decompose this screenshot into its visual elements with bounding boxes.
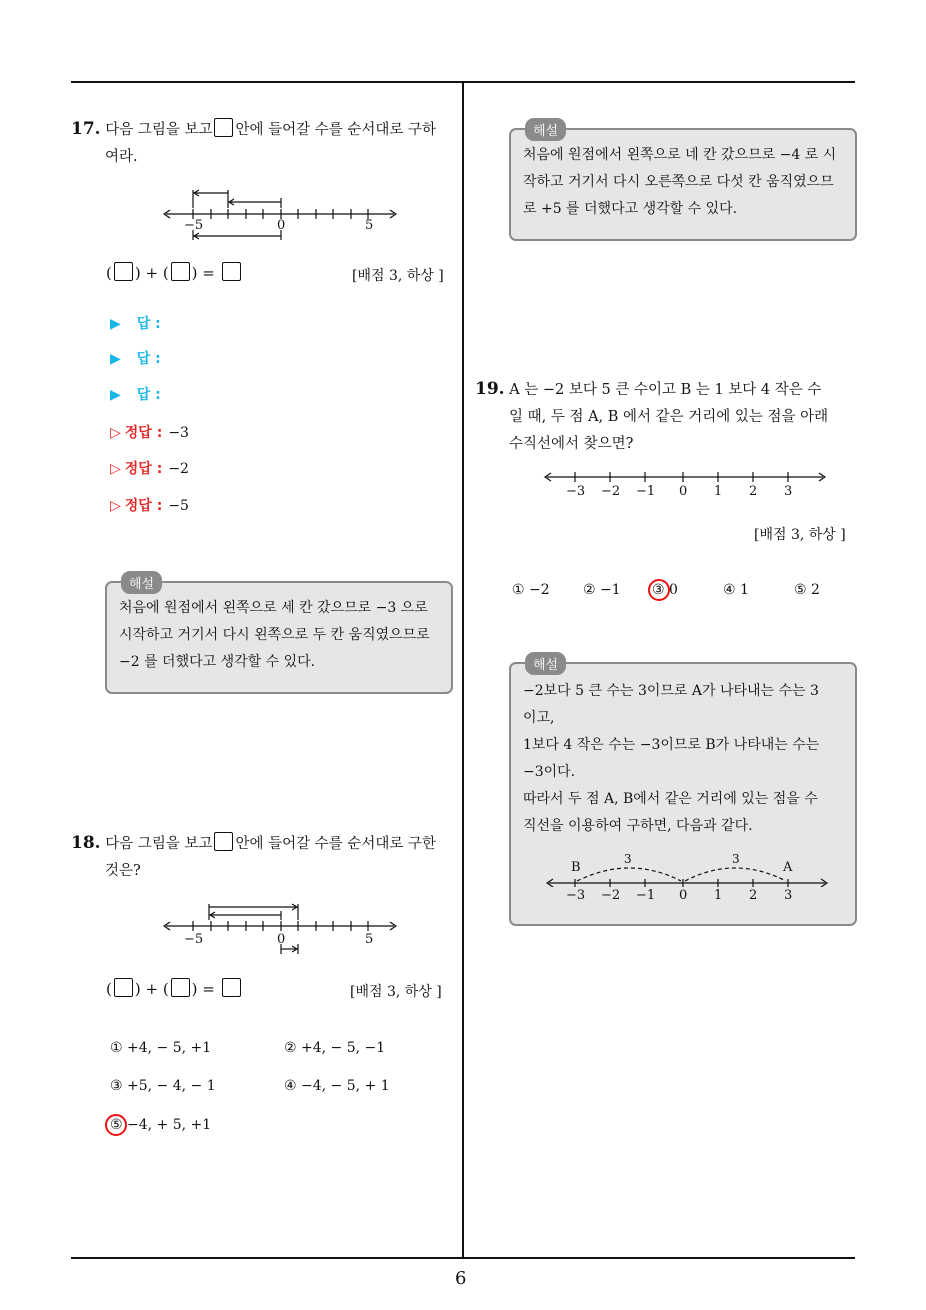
q18-question [71, 830, 456, 885]
q19-option-1[interactable]: ① −2 [512, 582, 550, 598]
q18-option-1[interactable]: ① +4, − 5, +1 [110, 1040, 212, 1056]
q17-tick-label: 0 [277, 218, 286, 233]
answer-marker-icon: ▶ [110, 351, 121, 367]
q19-option-3[interactable]: ③ 0 [652, 582, 678, 598]
q19-tick-label: 2 [749, 484, 758, 499]
q19-tick-label: −2 [601, 484, 621, 499]
diagram-tick-label: −3 [566, 888, 586, 903]
q17-number-line [160, 182, 400, 246]
q18-text-b: 안에 들어갈 수를 순서대로 구한 [235, 836, 436, 852]
q18-number-line [160, 898, 400, 960]
correct-marker-icon: ▷ [110, 498, 121, 514]
explanation-line: 따라서 두 점 A, B에서 같은 거리에 있는 점을 수 [523, 791, 818, 807]
q17-answer-3 [110, 384, 161, 404]
q18-eq-plus: ) + ( [134, 980, 169, 998]
answer-label: 답 : [136, 316, 161, 332]
q19-tick-label: −1 [636, 484, 656, 499]
diagram-label-b: B [571, 860, 581, 875]
q18-meta: [배점 3, 하상 ] [350, 984, 442, 1000]
page-number: 6 [455, 1268, 467, 1289]
answer-label: 답 : [136, 387, 161, 403]
diagram-arc-label-right: 3 [732, 852, 740, 866]
blank-box [171, 262, 190, 281]
q17-text-c: 여라. [105, 149, 138, 165]
q17-meta: [배점 3, 하상 ] [352, 268, 444, 284]
q18-tick-label: 5 [365, 932, 374, 947]
q17-tick-label: −5 [184, 218, 204, 233]
q19-tick-label: 1 [714, 484, 723, 499]
correct-value: −2 [168, 461, 189, 477]
answer-marker-icon: ▶ [110, 387, 121, 403]
explanation-line: 1보다 4 작은 수는 −3이므로 B가 나타내는 수는 [523, 737, 820, 753]
q19-text-line1: A 는 −2 보다 5 큰 수이고 B 는 1 보다 4 작은 수 [509, 382, 822, 398]
q17-correct-2 [110, 458, 189, 478]
selected-answer-mark [648, 579, 670, 601]
q17-eq-plus: ) + ( [134, 264, 169, 282]
diagram-label-a: A [783, 860, 793, 875]
diagram-tick-label: 1 [714, 888, 723, 903]
q17-correct-3 [110, 495, 189, 515]
q19-option-2[interactable]: ② −1 [583, 582, 621, 598]
q18-option-2[interactable]: ② +4, − 5, −1 [284, 1040, 386, 1056]
q17-equation: ( ) + ( ) = [106, 262, 243, 282]
explanation-line: −2보다 5 큰 수는 3이므로 A가 나타내는 수는 3 [523, 683, 819, 699]
blank-box [222, 262, 241, 281]
q17-correct-1 [110, 422, 189, 442]
explanation-tag: 해설 [525, 118, 566, 141]
q17-answer-1 [110, 313, 161, 333]
explanation-tag: 해설 [525, 652, 566, 675]
q18-explanation [509, 124, 857, 241]
q19-tick-label: 3 [784, 484, 793, 499]
q18-equation: ( ) + ( ) = [106, 978, 243, 998]
blank-box [171, 978, 190, 997]
q19-option-5[interactable]: ⑤ 2 [794, 582, 820, 598]
q17-text-b: 안에 들어갈 수를 순서대로 구하 [235, 122, 436, 138]
blank-box [222, 978, 241, 997]
correct-value: −5 [168, 498, 189, 514]
explanation-text: 처음에 원점에서 왼쪽으로 네 칸 갔으므로 −4 로 시작하고 거기서 다시 오른쪽으로 다섯 칸 움직였으므로 +5 를 더했다고 생각할 수 있다. [523, 147, 837, 217]
diagram-tick-label: −1 [636, 888, 656, 903]
q19-number: 19. [475, 379, 505, 399]
q17-number: 17. [71, 119, 101, 139]
q18-number: 18. [71, 833, 101, 853]
q18-text-a: 다음 그림을 보고 [105, 836, 213, 852]
explanation-text: 처음에 원점에서 왼쪽으로 세 칸 갔으므로 −3 으로 시작하고 거기서 다시 왼쪽으로 두 칸 움직였으므로 −2 를 더했다고 생각할 수 있다. [119, 600, 430, 670]
q17-explanation [105, 577, 453, 694]
q18-option-3[interactable]: ③ +5, − 4, − 1 [110, 1078, 216, 1094]
blank-box [114, 978, 133, 997]
q19-question [475, 376, 860, 458]
blank-box [214, 118, 233, 137]
explanation-text [511, 664, 855, 848]
diagram-tick-label: 0 [679, 888, 688, 903]
q17-eq-equals: ) = [191, 264, 215, 282]
correct-marker-icon: ▷ [110, 461, 121, 477]
explanation-line: 직선을 이용하여 구하면, 다음과 같다. [523, 818, 753, 834]
q17-tick-label: 5 [365, 218, 374, 233]
q19-option-4[interactable]: ④ 1 [723, 582, 749, 598]
explanation-tag: 해설 [121, 571, 162, 594]
diagram-tick-label: 2 [749, 888, 758, 903]
q18-tick-label: −5 [184, 932, 204, 947]
q17-answer-2 [110, 348, 161, 368]
q17-question [71, 116, 456, 171]
q19-meta: [배점 3, 하상 ] [754, 527, 846, 543]
explanation-line: −3이다. [523, 764, 576, 780]
column-divider [462, 81, 464, 1259]
q19-tick-label: −3 [566, 484, 586, 499]
correct-label: 정답 : [124, 461, 163, 477]
q19-text-line3: 수직선에서 찾으면? [509, 436, 634, 452]
q18-option-5[interactable]: ⑤ −4, + 5, +1 [110, 1117, 212, 1133]
bottom-rule [71, 1257, 855, 1259]
correct-value: −3 [168, 425, 189, 441]
q18-option-4[interactable]: ④ −4, − 5, + 1 [284, 1078, 390, 1094]
q17-text-a: 다음 그림을 보고 [105, 122, 213, 138]
explanation-line: 이고, [523, 710, 555, 726]
q18-text-c: 것은? [105, 863, 141, 879]
diagram-arc-label-left: 3 [624, 852, 632, 866]
answer-label: 답 : [136, 351, 161, 367]
q18-eq-equals: ) = [191, 980, 215, 998]
blank-box [114, 262, 133, 281]
q19-explanation [509, 658, 857, 926]
answer-marker-icon: ▶ [110, 316, 121, 332]
correct-label: 정답 : [124, 425, 163, 441]
q19-tick-label: 0 [679, 484, 688, 499]
diagram-tick-label: 3 [784, 888, 793, 903]
q19-text-line2: 일 때, 두 점 A, B 에서 같은 거리에 있는 점을 아래 [509, 409, 829, 425]
blank-box [214, 832, 233, 851]
q18-tick-label: 0 [277, 932, 286, 947]
correct-label: 정답 : [124, 498, 163, 514]
diagram-tick-label: −2 [601, 888, 621, 903]
correct-marker-icon: ▷ [110, 425, 121, 441]
selected-answer-mark [105, 1114, 127, 1136]
